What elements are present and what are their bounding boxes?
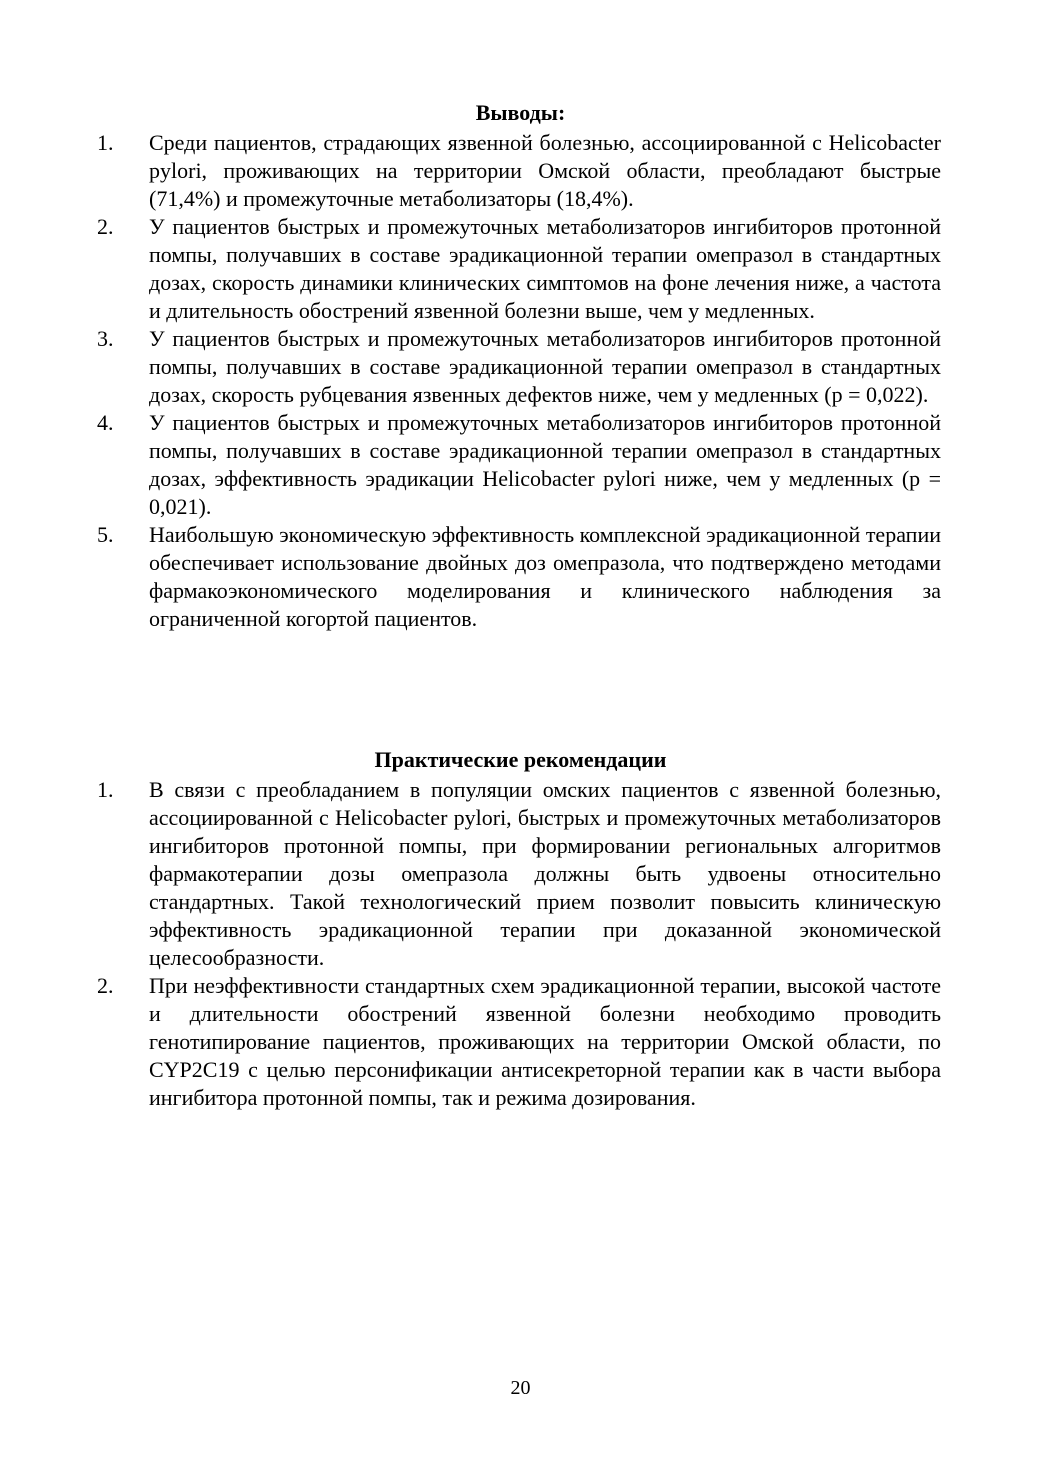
conclusion-item xyxy=(97,521,941,633)
conclusion-item xyxy=(97,409,941,521)
conclusions-title: Выводы: xyxy=(475,100,566,125)
recommendations-title: Практические рекомендации xyxy=(374,747,667,772)
page-number: 20 xyxy=(510,1377,531,1399)
list-number: 3. xyxy=(97,326,114,351)
conclusion-item xyxy=(97,213,941,325)
conclusion-text: У пациентов быстрых и промежуточных метаболизаторов ингибиторов протонной помпы, получавших в составе эрадикационной терапии омепразол в стандартных дозах, скорость рубцевания язвенных дефектов ниже, чем у медленных (p = 0,022). xyxy=(149,326,941,407)
recommendations-list xyxy=(97,776,941,1112)
conclusions-list xyxy=(97,129,941,633)
conclusion-text: У пациентов быстрых и промежуточных метаболизаторов ингибиторов протонной помпы, получавших в составе эрадикационной терапии омепразол в стандартных дозах, скорость динамики клинических симптомов на фоне лечения ниже, а частота и длительность обострений язвенной болезни выше, чем у медленных. xyxy=(149,214,941,323)
list-number: 2. xyxy=(97,214,114,239)
conclusion-item xyxy=(97,325,941,409)
list-number: 5. xyxy=(97,522,114,547)
conclusion-text: Среди пациентов, страдающих язвенной болезнью, ассоциированной с Helicobacter pylori, проживающих на территории Омской области, преобладают быстрые (71,4%) и промежуточные метаболизаторы (18,4%). xyxy=(149,130,941,211)
recommendation-text: В связи с преобладанием в популяции омских пациентов с язвенной болезнью, ассоциированной с Helicobacter pylori, быстрых и промежуточных метаболизаторов ингибиторов протонной помпы, при формировании региональных алгоритмов фармакотерапии дозы омепразола должны быть удвоены относительно стандартных. Такой технологический прием позволит повысить клиническую эффективность эрадикационной терапии при доказанной экономической целесообразности. xyxy=(149,777,941,970)
list-number: 1. xyxy=(97,777,114,802)
conclusion-text: У пациентов быстрых и промежуточных метаболизаторов ингибиторов протонной помпы, получавших в составе эрадикационной терапии омепразол в стандартных дозах, эффективность эрадикации Helicobacter pylori ниже, чем у медленных (p = 0,021). xyxy=(149,410,941,519)
recommendation-item xyxy=(97,776,941,972)
conclusion-item xyxy=(97,129,941,213)
list-number: 2. xyxy=(97,973,114,998)
list-number: 4. xyxy=(97,410,114,435)
conclusion-text: Наибольшую экономическую эффективность комплексной эрадикационной терапии обеспечивает использование двойных доз омепразола, что подтверждено методами фармакоэкономического моделирования и клинического наблюдения за ограниченной когортой пациентов. xyxy=(149,522,941,631)
list-number: 1. xyxy=(97,130,114,155)
recommendation-item xyxy=(97,972,941,1112)
recommendation-text: При неэффективности стандартных схем эрадикационной терапии, высокой частоте и длительности обострений язвенной болезни необходимо проводить генотипирование пациентов, проживающих на территории Омской области, по CYP2C19 с целью персонификации антисекреторной терапии как в части выбора ингибитора протонной помпы, так и режима дозирования. xyxy=(149,973,941,1110)
